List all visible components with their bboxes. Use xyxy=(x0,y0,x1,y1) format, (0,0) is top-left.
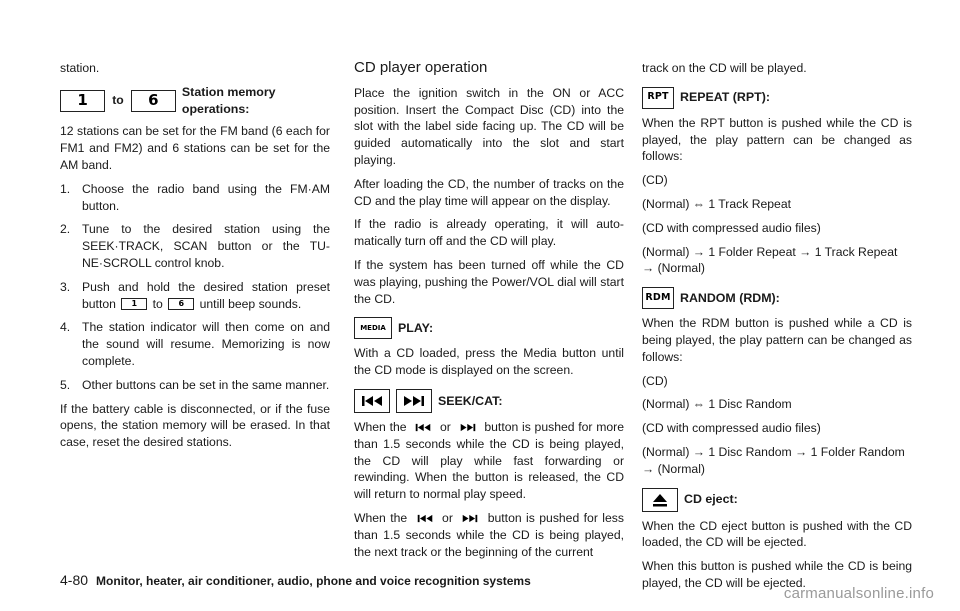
step-number: 3. xyxy=(60,279,71,294)
preset-6-key-icon: 6 xyxy=(131,90,176,112)
preset-1-key-icon: 1 xyxy=(121,298,147,310)
continued-text: station. xyxy=(60,61,100,75)
page-footer xyxy=(60,572,531,590)
seek-long-press-text xyxy=(354,419,624,503)
next-track-icon xyxy=(457,422,479,433)
left-column xyxy=(60,60,330,458)
battery-note: If the battery cable is disconnected, or if the fuse opens, the station memory will be erased. In that case, reset the desired stations. xyxy=(60,401,330,450)
step-number: 5. xyxy=(60,377,71,392)
text-fragment: button is pushed for more than 1.5 seconds while the CD is being played, the CD will play while fast forwarding or rewinding. When the button is released, the CD will return to normal play speed. xyxy=(354,419,625,502)
rdm-key-icon: RDM xyxy=(642,287,674,309)
random-heading: RANDOM (RDM): xyxy=(680,290,780,305)
page-number: 4-80 xyxy=(60,572,89,588)
text-fragment: or xyxy=(442,510,453,525)
repeat-cd-pattern: (Normal) ⇔ 1 Track Repeat xyxy=(642,196,791,211)
watermark: carmanualsonline.info xyxy=(783,585,934,602)
step-2 xyxy=(60,221,330,271)
station-memory-intro-text: 12 stations can be set for the FM band (6 each for FM1 and FM2) and 6 stations can be set for the AM band. xyxy=(60,124,330,172)
previous-track-key-icon xyxy=(354,389,390,413)
cd-loading-paragraph: After loading the CD, the number of tracks on the CD and the play time will appear on the display. xyxy=(354,176,624,208)
continued-text: track on the CD will be played. xyxy=(642,61,807,75)
random-cd-label: (CD) xyxy=(642,373,668,388)
step-text: Tune to the desired station using the SEEK·TRACK, SCAN button or the TU-NE·SCROLL control knob. xyxy=(82,222,330,270)
random-heading-row xyxy=(642,287,912,309)
previous-track-icon xyxy=(414,513,436,524)
text-fragment: When the xyxy=(354,419,407,434)
step-text-after: untill beep sounds. xyxy=(199,296,302,311)
media-key-icon: MEDIA xyxy=(354,317,392,339)
text-fragment: or xyxy=(440,419,451,434)
play-text: With a CD loaded, press the Media button until the CD mode is displayed on the screen. xyxy=(354,346,624,378)
step-4 xyxy=(60,319,330,369)
step-number: 1. xyxy=(60,181,71,196)
step-1 xyxy=(60,181,330,215)
power-vol-paragraph: If the system has been turned off while the CD was playing, pushing the Power/VOL dial will start the CD. xyxy=(354,257,624,306)
play-heading-row xyxy=(354,317,624,339)
seek-heading: SEEK/CAT: xyxy=(438,393,503,408)
repeat-heading-row xyxy=(642,87,912,109)
repeat-cd-label: (CD) xyxy=(642,173,668,188)
step-5 xyxy=(60,377,330,394)
repeat-heading: REPEAT (RPT): xyxy=(680,90,770,105)
to-word: to xyxy=(152,296,163,311)
step-number: 4. xyxy=(60,320,71,335)
repeat-compressed-pattern: (Normal) → 1 Folder Repeat → 1 Track Repeat → (Normal) xyxy=(642,244,898,276)
station-memory-heading: Station memory operations: xyxy=(181,84,276,116)
rpt-key-icon: RPT xyxy=(642,87,674,109)
eject-text-1: When the CD eject button is pushed with the CD loaded, the CD will be ejected. xyxy=(642,518,912,550)
step-text xyxy=(82,279,330,313)
step-text-before: Push and hold the desired station preset button xyxy=(82,279,330,311)
random-compressed-label: (CD with compressed audio files) xyxy=(642,421,821,436)
step-number: 2. xyxy=(60,222,71,237)
next-track-icon xyxy=(459,513,481,524)
eject-text-2: When this button is pushed while the CD is being played, the CD will be ejected. xyxy=(642,559,912,590)
eject-heading: CD eject: xyxy=(684,492,738,507)
text-fragment: When the xyxy=(354,510,408,525)
radio-operating-paragraph: If the radio is already operating, it will auto-matically turn off and the CD will play. xyxy=(354,217,624,249)
step-text: The station indicator will then come on and the sound will resume. Memorizing is now complete. xyxy=(82,320,330,368)
random-compressed-pattern: (Normal) → 1 Disc Random → 1 Folder Random → (Normal) xyxy=(642,444,905,476)
random-text: When the RDM button is pushed while a CD is being played, the play pattern can be changed as follows: xyxy=(642,316,912,364)
preset-1-key-icon: 1 xyxy=(60,90,105,112)
text-fragment: button is pushed for less than 1.5 seconds while the CD is being played, the next track or the beginning of the current xyxy=(354,510,624,559)
chapter-title: Monitor, heater, air conditioner, audio, phone and voice recognition systems xyxy=(96,574,531,588)
seek-heading-row xyxy=(354,389,624,413)
preset-6-key-icon: 6 xyxy=(168,298,194,310)
step-3 xyxy=(60,279,330,313)
station-memory-heading-row xyxy=(60,84,330,118)
cd-intro-paragraph: Place the ignition switch in the ON or ACC position. Insert the Compact Disc (CD) into the slot with the label side facing up. The CD will be guided automatically into the slot and start playing. xyxy=(354,85,624,167)
to-word: to xyxy=(112,93,124,108)
eject-heading-row xyxy=(642,488,912,512)
previous-track-icon xyxy=(412,422,434,433)
repeat-compressed-label: (CD with compressed audio files) xyxy=(642,220,821,235)
step-text: Other buttons can be set in the same manner. xyxy=(82,377,330,392)
random-cd-pattern: (Normal) ⇔ 1 Disc Random xyxy=(642,397,792,412)
play-heading: PLAY: xyxy=(398,320,434,335)
section-title: CD player operation xyxy=(354,59,488,76)
repeat-text: When the RPT button is pushed while the CD is played, the play pattern can be changed as follows: xyxy=(642,115,912,164)
right-column xyxy=(642,60,912,599)
eject-key-icon xyxy=(642,488,678,512)
middle-column xyxy=(354,60,624,567)
step-text: Choose the radio band using the FM·AM button. xyxy=(82,181,330,213)
next-track-key-icon xyxy=(396,389,432,413)
seek-short-press-text xyxy=(354,510,624,560)
